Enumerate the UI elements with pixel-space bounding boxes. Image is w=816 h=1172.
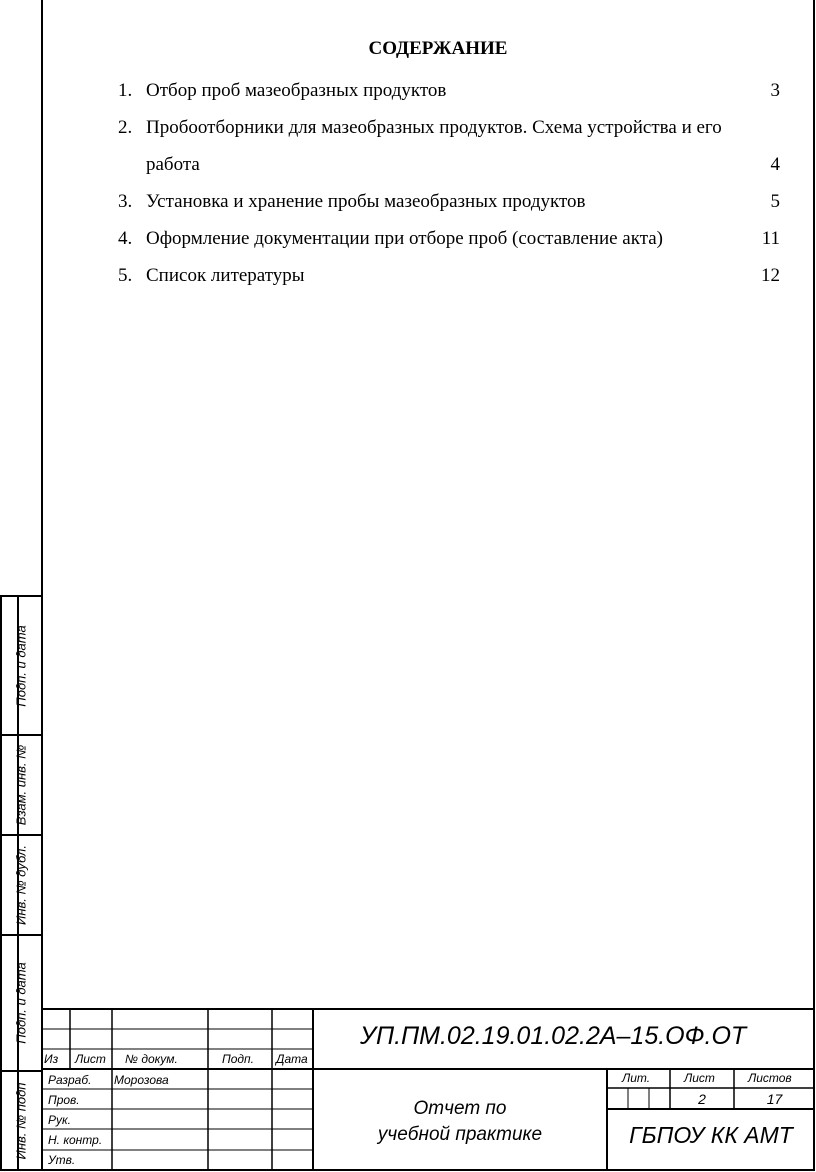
margin-label-sign-date-2: Подп. и дата	[13, 962, 28, 1044]
toc-item-line: работа	[146, 154, 200, 175]
role-supervisor: Рук.	[48, 1113, 72, 1127]
toc-item-line: Оформление документации при отборе проб (составление акта)	[146, 228, 663, 249]
margin-label-original-inv: Инв. № подп	[13, 1082, 28, 1160]
sheets-count: 17	[766, 1091, 783, 1107]
toc-item-page: 3	[770, 80, 780, 101]
toc-item-line: Установка и хранение пробы мазеобразных продуктов	[146, 191, 586, 212]
document-title-line1: Отчет по	[413, 1098, 507, 1119]
role-norm-control: Н. контр.	[48, 1133, 103, 1147]
toc-item-line: Пробоотборники для мазеобразных продуктов. Схема устройства и его	[146, 117, 722, 138]
header-list: Лист	[75, 1052, 106, 1066]
sheet-label: Лист	[684, 1071, 715, 1085]
toc-item-line: Список литературы	[146, 265, 305, 286]
margin-label-replacement-inv: Взам. инв. №	[13, 744, 28, 826]
role-checked: Пров.	[48, 1093, 80, 1107]
toc-item-number: 5.	[118, 265, 133, 286]
header-date: Дата	[276, 1052, 308, 1066]
organization-name: ГБПОУ КК АМТ	[629, 1122, 793, 1148]
role-developer: Разраб.	[48, 1073, 92, 1087]
margin-label-duplicate-inv: Инв. № дубл.	[13, 845, 28, 925]
toc-item-page: 12	[761, 265, 780, 286]
sheets-label: Листов	[748, 1071, 792, 1085]
toc-item-page: 11	[761, 228, 780, 249]
lit-label: Лит.	[622, 1071, 651, 1085]
toc-item-number: 3.	[118, 191, 133, 212]
toc-item-line: Отбор проб мазеобразных продуктов	[146, 80, 447, 101]
toc-item-page: 5	[770, 191, 780, 212]
toc-title: СОДЕРЖАНИЕ	[368, 38, 508, 59]
toc-item-page: 4	[770, 154, 780, 175]
toc-item-number: 4.	[118, 228, 133, 249]
header-iz: Из	[44, 1052, 59, 1066]
developer-name: Морозова	[114, 1073, 169, 1087]
document-code: УП.ПМ.02.19.01.02.2А–15.ОФ.ОТ	[360, 1022, 747, 1050]
toc-item-number: 2.	[118, 117, 133, 138]
header-doc-number: № докум.	[125, 1052, 178, 1066]
role-approved: Утв.	[48, 1153, 76, 1167]
margin-label-sign-date: Подп. и дата	[13, 624, 28, 707]
header-signature: Подп.	[222, 1052, 254, 1066]
sheet-number: 2	[698, 1091, 706, 1107]
document-title-line2: учебной практике	[377, 1124, 543, 1145]
toc-item-number: 1.	[118, 80, 133, 101]
